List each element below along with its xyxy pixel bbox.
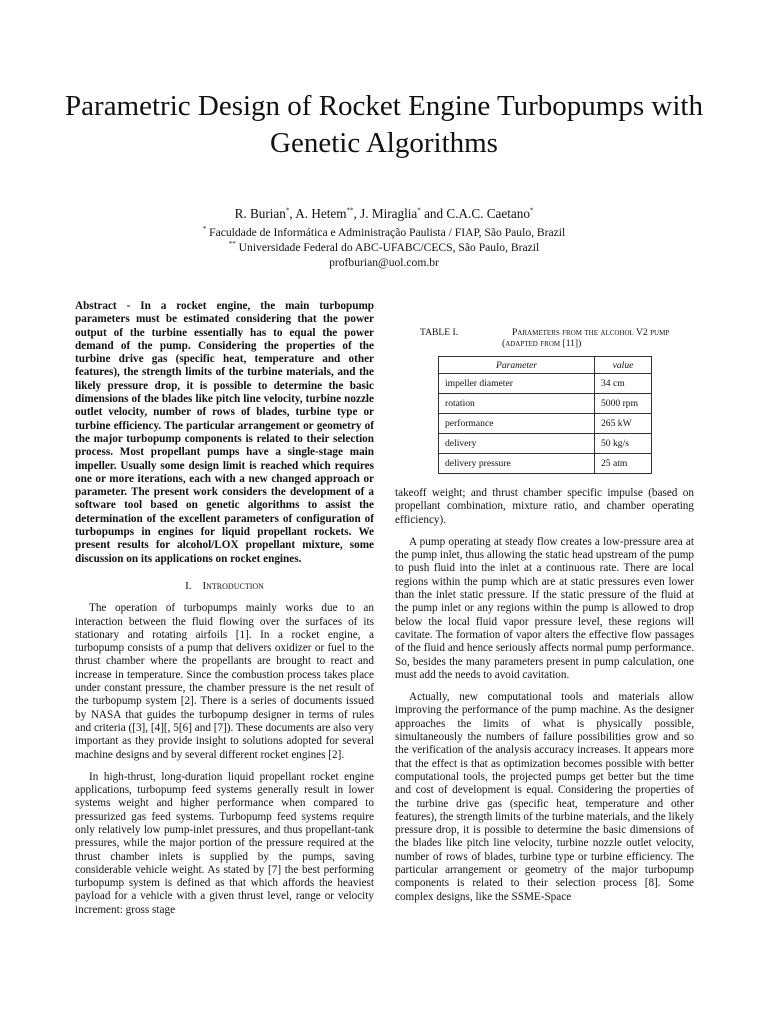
affiliation-2 [40, 241, 728, 254]
table-row [439, 414, 652, 434]
table-caption [397, 327, 737, 349]
section-title: Introduction [202, 579, 264, 592]
affiliation-mark: * [529, 206, 534, 215]
table-row [439, 394, 652, 414]
table-cell: 25 atm [595, 454, 652, 474]
author-separator: and [420, 206, 447, 221]
paragraph: takeoff weight; and thrust chamber specific impulse (based on propellant combination, mixture ratio, and chamber operating efficiency). [395, 487, 694, 526]
abstract: Abstract - In a rocket engine, the main turbopump parameters must be estimated considering that the power output of the turbine essentially has to equal the power demand of the pump. Considering the properties of the turbine drive gas (specific heat, temperature and other features), the strength limits of the turbine materials, and the likely pressure drop, it is possible to determine the basic dimensions of the blades like pitch line velocity, turbine nozzle outlet velocity, number of rows of blades, turbine type or turbine efficiency. The particular arrangement or geometry of the major turbopump components is related to their selection process. Most propellant pumps have a single-stage main impeller. Usually some design limit is reached which requires one or more iterations, each with a new changed approach or parameter. The present work considers the development of a software tool based on genetic algorithms to assist the determination of the excellent parameters of configuration of turbopumps in engines for liquid propellant rockets. We present results for alcohol/LOX propellant mixture, some discussion on its applications on rocket engines. [75, 300, 374, 565]
paragraph: In high-thrust, long-duration liquid propellant rocket engine applications, turbopump feed systems generally result in lower systems weight and higher performance when compared to pressurized gas feed systems. Turbopump feed systems require only relatively low pump-inlet pressures, and thus propellant-tank pressures, while the major portion of the pressure required at the thrust chamber inlets is supplied by the pumps, saving considerable vehicle weight. As stated by [7] the best performing turbopump system is defined as that which affords the heaviest payload for a vehicle with a given thrust level, range or velocity increment: gross stage [75, 770, 374, 916]
affiliation-mark: * [417, 206, 421, 215]
table-cell: rotation [439, 394, 595, 414]
table-cell: 265 kW [595, 414, 652, 434]
table-header-cell: Parameter [439, 357, 595, 374]
table-label: TABLE I. [420, 327, 459, 338]
table-caption-line2: (adapted from [11]) [502, 338, 582, 349]
affiliation-1 [40, 226, 728, 239]
paragraph: Actually, new computational tools and materials allow improving the performance of the pump machine. As the designer approaches the limits of what is physically possible, simultaneously the numbers of failure possibilities grow and so the verification of the analysis accuracy increases. It appears more that the effect is that as optimization becomes possible with better computational tools, the projected pumps get better but the time and cost of development is equal. Considering the properties of the turbine drive gas (specific heat, temperature and other features), the strength limits of the turbine materials, and the likely pressure drop, it is possible to determine the basic dimensions of the blades like pitch line velocity, turbine nozzle outlet velocity, number of rows of blades, turbine type or turbine efficiency. The particular arrangement or geometry of the major turbopump components is related to their selection process [8]. Some complex designs, like the SSME-Space [395, 691, 694, 903]
affiliation-text: Universidade Federal do ABC-UFABC/CECS, São Paulo, Brazil [235, 241, 540, 254]
table-row [439, 454, 652, 474]
author-separator: , [289, 206, 296, 221]
table-cell: 50 kg/s [595, 434, 652, 454]
affiliation-mark: * [285, 206, 290, 215]
affiliation-mark: * [202, 225, 207, 234]
table-row [439, 434, 652, 454]
affiliation-mark: ** [346, 206, 354, 215]
table-cell: delivery [439, 434, 595, 454]
paragraph: The operation of turbopumps mainly works due to an interaction between the fluid flowing over the surfaces of its stationary and rotating airfoils [1]. In a rocket engine, a turbopump consists of a pump that delivers oxidizer or fuel to the thrust chamber where the propellants are brought to react and increase in temperature. Since the combustion process takes place under constant pressure, the chamber pressure is the net result of the turbopump system [2]. There is a series of documents issued by NASA that guides the turbopump designer in terms of rules and criteria ([3], [4][, 5[6] and [7]). These documents are also very important as they provide insight to solutions adopted for several machine designs and by several different rocket engines [2]. [75, 602, 374, 761]
section-heading [75, 580, 374, 593]
section-number: I. [185, 579, 192, 592]
affiliation-mark: ** [228, 240, 236, 249]
author-list [40, 206, 728, 222]
author-name: J. Miraglia [360, 206, 418, 221]
table-cell: 34 cm [595, 374, 652, 394]
author-name: C.A.C. Caetano [446, 206, 530, 221]
parameters-table [438, 356, 652, 474]
author-separator: , [353, 206, 361, 221]
left-column [75, 300, 374, 917]
table-cell: 5000 rpm [595, 394, 652, 414]
right-column [395, 487, 694, 904]
table-row [439, 374, 652, 394]
table-header-row [439, 357, 652, 374]
author-email[interactable]: profburian@uol.com.br [329, 256, 439, 269]
author-name: A. Hetem [295, 206, 347, 221]
table-header-cell: value [595, 357, 652, 374]
author-name: R. Burian [234, 206, 286, 221]
affiliation-text: Faculdade de Informática e Administração Paulista / FIAP, São Paulo, Brazil [206, 226, 566, 239]
table-caption-line1: Parameters from the alcohol V2 pump [512, 327, 670, 338]
table-cell: delivery pressure [439, 454, 595, 474]
table-cell: performance [439, 414, 595, 434]
paragraph: A pump operating at steady flow creates a low-pressure area at the pump inlet, thus allowing the static head upstream of the pump to push fluid into the inlet at a continuous rate. There are local regions within the pump which are at static pressures even lower than the inlet static pressure. If the static pressure of the fluid at the pump inlet or any regions within the pump is allowed to drop below the local fluid vapor pressure level, these regions will cavitate. The formation of vapor alters the effective flow passages of the fluid and hence seriously affects normal pump performance. So, besides the many parameters present in pump calculation, one must add the needs to avoid cavitation. [395, 535, 694, 681]
table-cell: impeller diameter [439, 374, 595, 394]
paper-title: Parametric Design of Rocket Engine Turbopumps with Genetic Algorithms [65, 90, 703, 159]
